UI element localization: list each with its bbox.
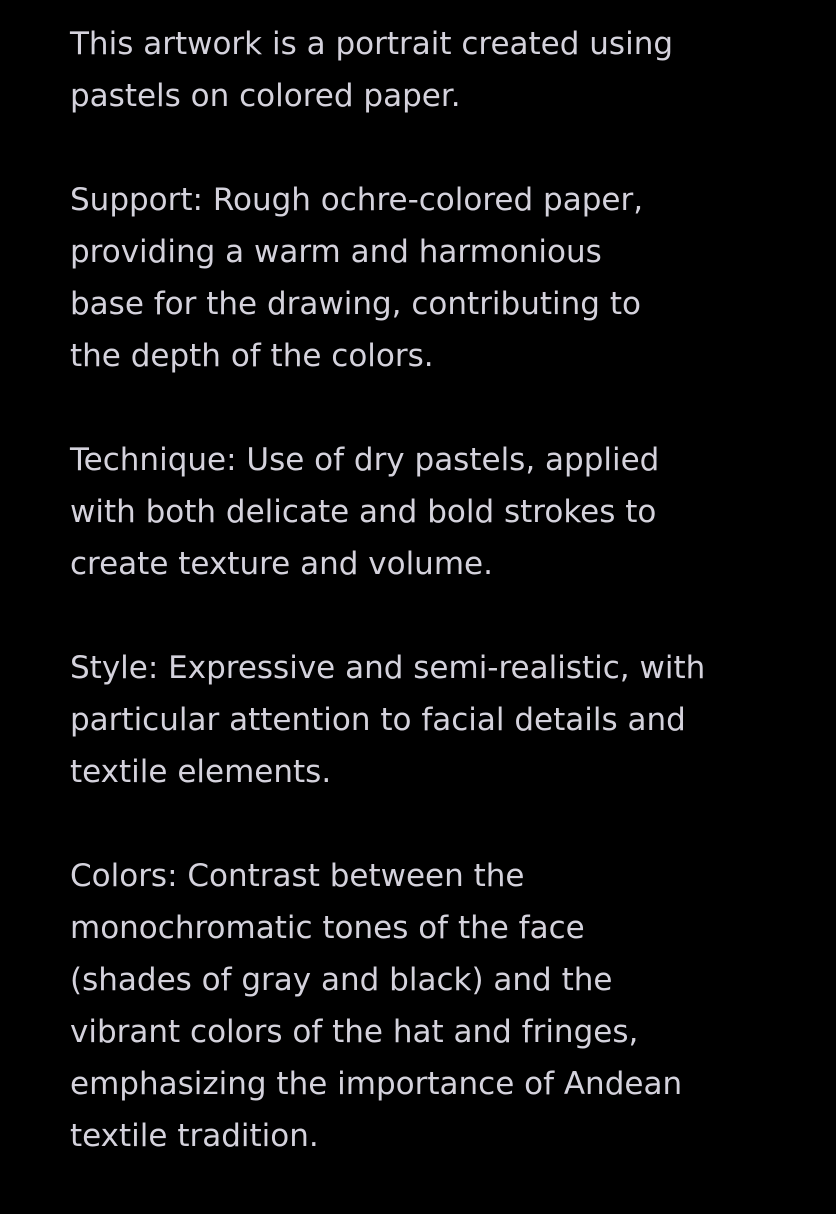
message-text-block <box>70 18 800 1214</box>
text-line: textile elements. <box>70 754 332 790</box>
text-line: the depth of the colors. <box>70 338 434 374</box>
text-line: pastels on colored paper. <box>70 78 461 114</box>
text-line: Style: Expressive and semi-realistic, with <box>70 650 706 686</box>
paragraph-colors <box>70 850 800 1162</box>
text-line: particular attention to facial details and <box>70 702 686 738</box>
text-line: with both delicate and bold strokes to <box>70 494 657 530</box>
text-line: textile tradition. <box>70 1118 319 1154</box>
paragraph-intro <box>70 18 800 122</box>
text-line: base for the drawing, contributing to <box>70 286 641 322</box>
text-line: This artwork is a portrait created using <box>70 26 674 62</box>
paragraph-style <box>70 642 800 798</box>
text-line: Support: Rough ochre-colored paper, <box>70 182 644 218</box>
text-line: Technique: Use of dry pastels, applied <box>70 442 660 478</box>
text-line: (shades of gray and black) and the <box>70 962 613 998</box>
text-line: Colors: Contrast between the <box>70 858 525 894</box>
text-line: providing a warm and harmonious <box>70 234 602 270</box>
text-line: emphasizing the importance of Andean <box>70 1066 683 1102</box>
text-line: monochromatic tones of the face <box>70 910 585 946</box>
text-line: create texture and volume. <box>70 546 493 582</box>
paragraph-support <box>70 174 800 382</box>
text-line: vibrant colors of the hat and fringes, <box>70 1014 639 1050</box>
paragraph-technique <box>70 434 800 590</box>
